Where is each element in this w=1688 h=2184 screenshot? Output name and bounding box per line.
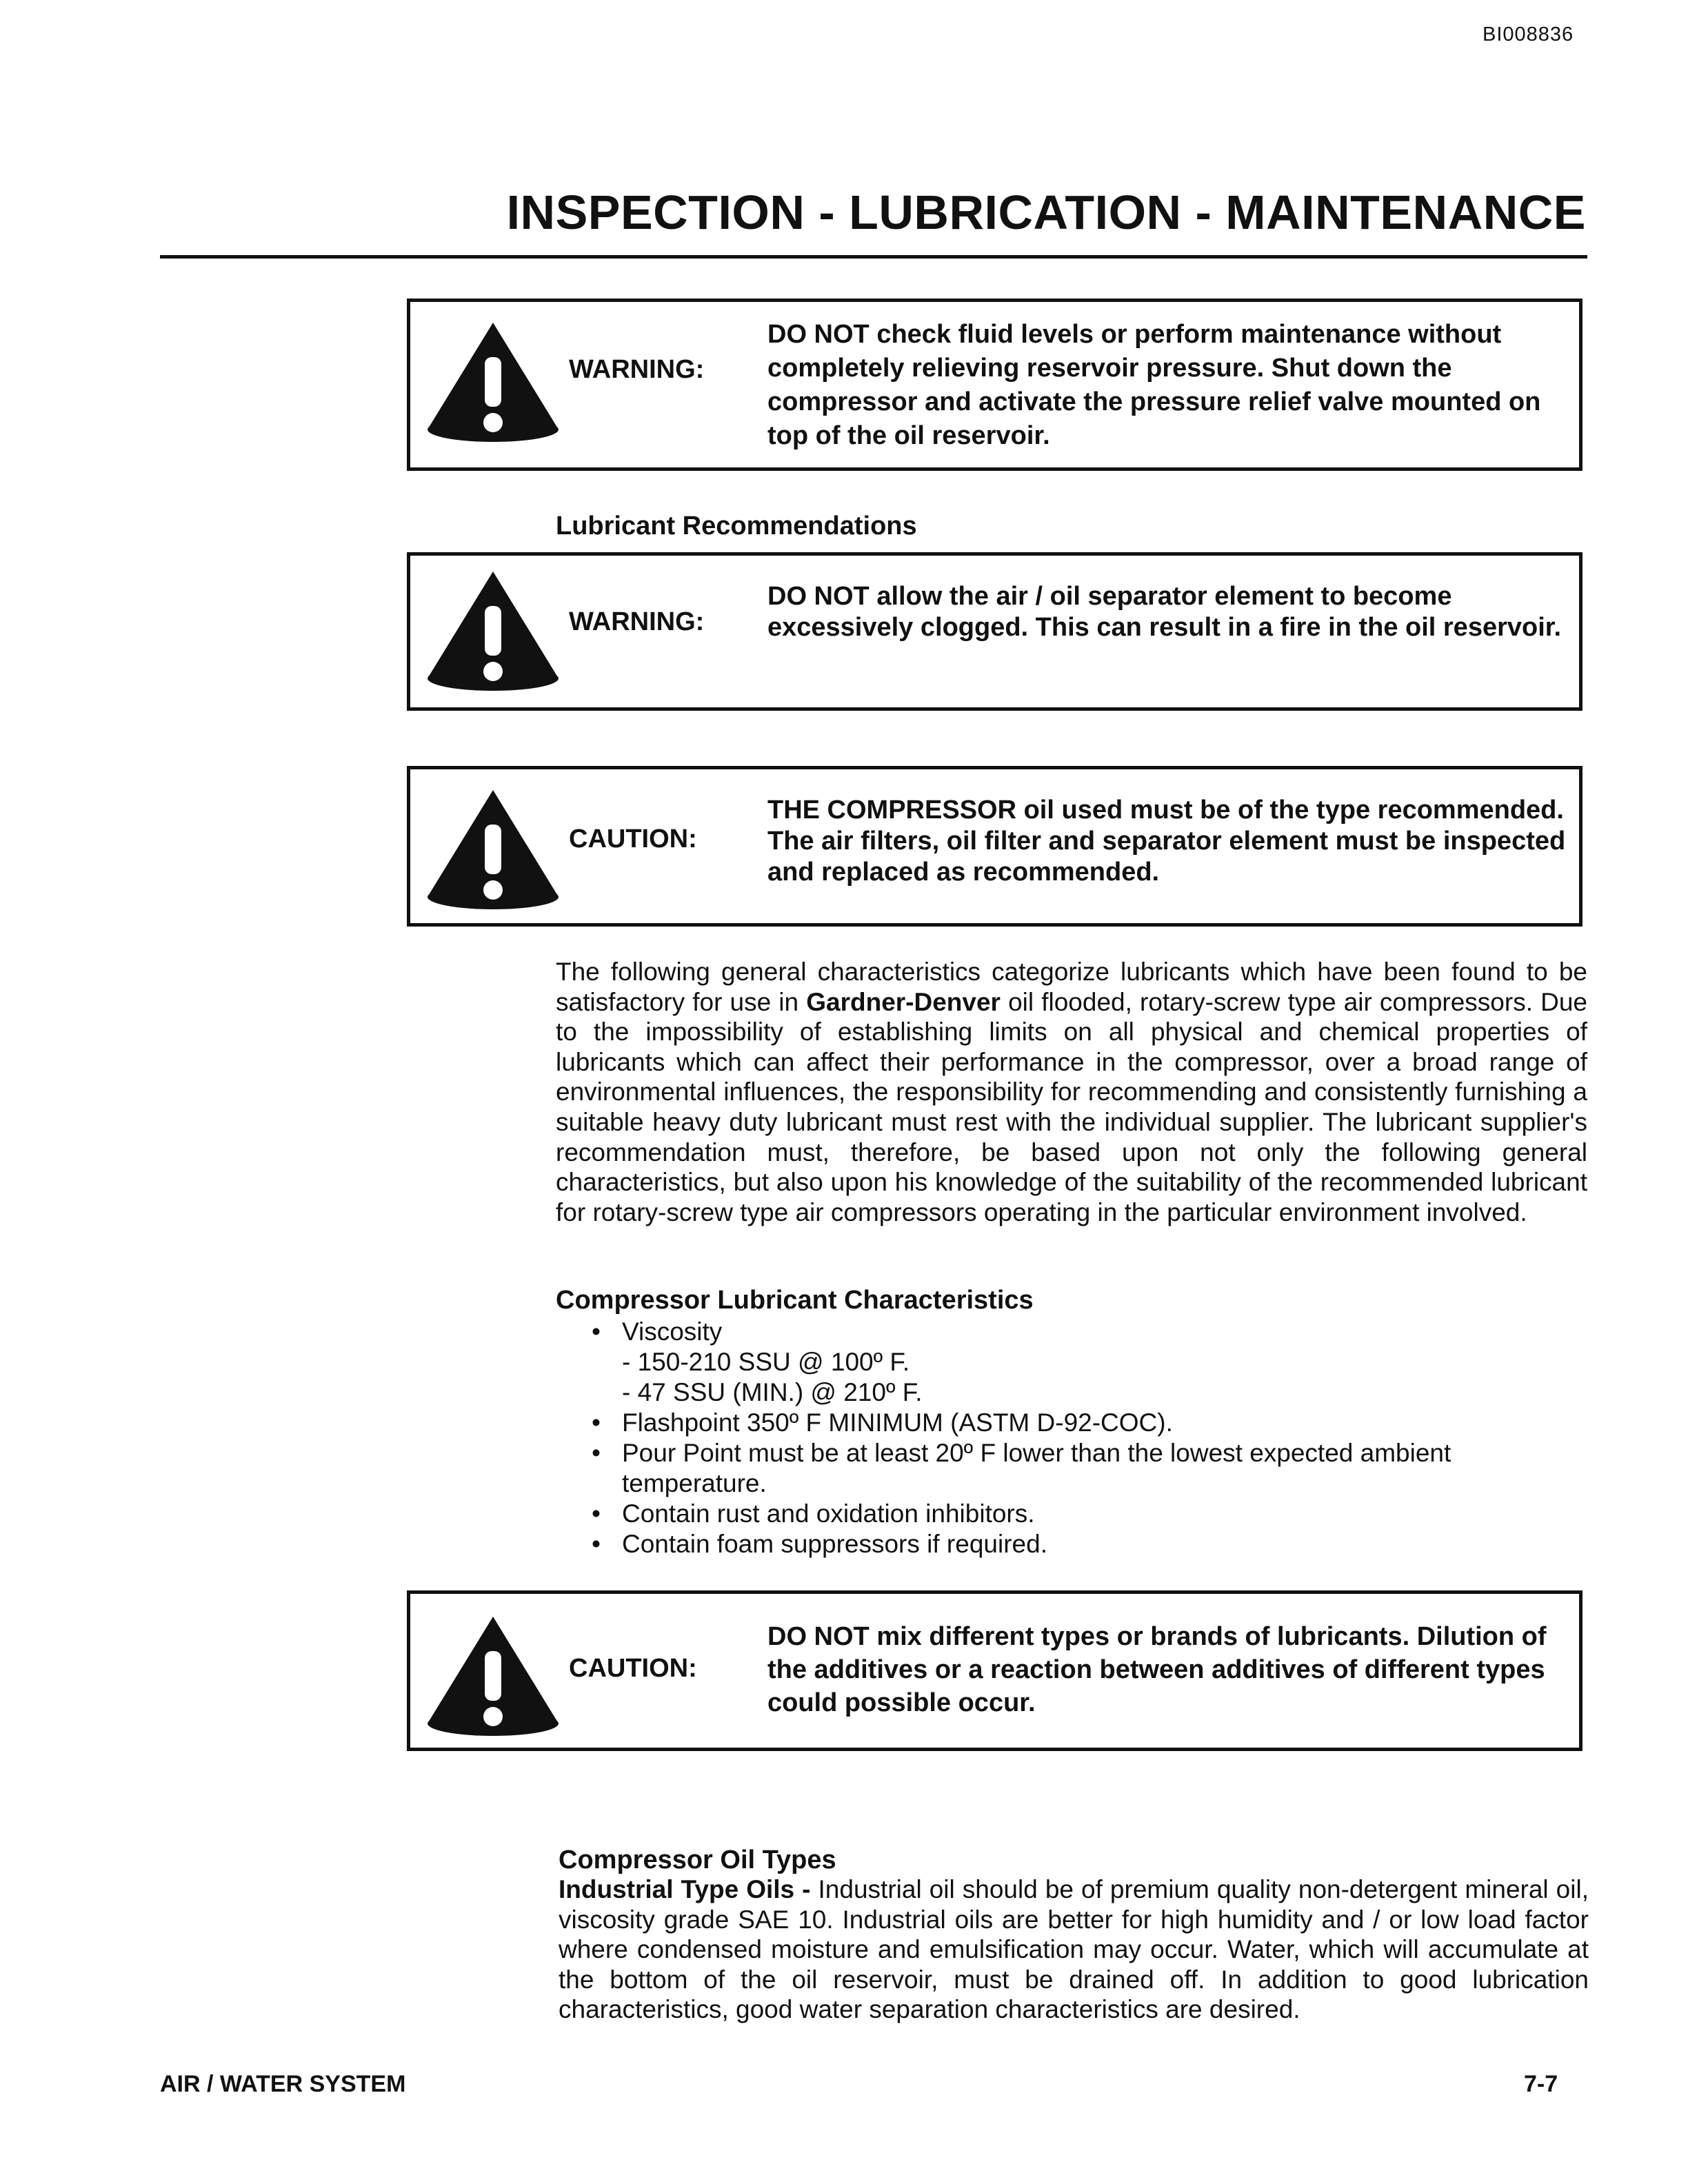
bullet-icon: • <box>592 1530 601 1558</box>
intro-paragraph <box>556 957 1587 1227</box>
caution-box-oil-type <box>407 766 1582 927</box>
notice-kind: CAUTION: <box>569 1654 697 1683</box>
bullet-icon: • <box>592 1499 601 1528</box>
brand-name: Gardner-Denver <box>806 987 1001 1016</box>
warning-triangle-icon <box>424 568 562 692</box>
list-item <box>586 1499 1593 1529</box>
title-rule <box>160 255 1587 259</box>
warning-triangle-icon <box>424 1613 562 1737</box>
notice-kind: WARNING: <box>569 355 705 384</box>
lubricant-recommendations-heading: Lubricant Recommendations <box>556 512 917 540</box>
warning-triangle-icon <box>424 787 562 911</box>
list-item <box>586 1408 1593 1438</box>
viscosity-value-100f: - 150-210 SSU @ 100º F. <box>622 1348 910 1376</box>
notice-text: THE COMPRESSOR oil used must be of the type recommended. The air filters, oil filter and separator element must be inspected and replaced as recommended. <box>767 796 1566 887</box>
intro-text-2: oil flooded, rotary-screw type air compressors. Due to the impossibility of establishing limits on all physical and chemical properties of lubricants which can affect their performance in the compressor, over a broad range of environmental influences, the responsibility for recommending and consistently furnishing a suitable heavy duty lubricant must rest with the individual supplier. The lubricant supplier's recommendation must, therefore, be based upon not only the following general characteristics, but also upon his knowledge of the suitability of the recommended lubricant for rotary-screw type air compressors operating in the particular environment involved. <box>556 987 1587 1226</box>
notice-text: DO NOT check fluid levels or perform maintenance without completely relieving reservoir pressure. Shut down the compressor and activate the pressure relief valve mounted on top of the oil reservoir. <box>767 320 1541 450</box>
bullet-icon: • <box>592 1439 601 1467</box>
page-number: 7-7 <box>1524 2071 1558 2097</box>
caution-box-mixing <box>407 1590 1582 1751</box>
industrial-oils-paragraph <box>559 1874 1589 2025</box>
lubricant-characteristics-heading: Compressor Lubricant Characteristics <box>556 1286 1034 1315</box>
bullet-icon: • <box>592 1408 601 1437</box>
oil-types-heading: Compressor Oil Types <box>559 1846 836 1874</box>
bullet-icon: • <box>592 1317 601 1346</box>
list-item <box>586 1438 1593 1499</box>
flashpoint-text: Flashpoint 350º F MINIMUM (ASTM D-92-COC). <box>622 1408 1173 1437</box>
notice-text: DO NOT mix different types or brands of lubricants. Dilution of the additives or a reaction between additives of different types could possible occur. <box>767 1622 1547 1717</box>
intro-text-1: The following general characteristics categorize lubricants which have been found to be satisfactory for use in <box>556 958 1587 1016</box>
industrial-oils-text: Industrial oil should be of premium quality non-detergent mineral oil, viscosity grade SAE 10. Industrial oils are better for high humidity and / or low load factor where condensed moisture and emulsification may occur. Water, which will accumulate at the bottom of the oil reservoir, must be drained off. In addition to good lubrication characteristics, good water separation characteristics are desired. <box>559 1875 1589 2024</box>
page-title: INSPECTION - LUBRICATION - MAINTENANCE <box>506 185 1586 239</box>
pour-point-text: Pour Point must be at least 20º F lower than the lowest expected ambient temperature. <box>622 1439 1451 1497</box>
warning-triangle-icon <box>424 319 562 443</box>
characteristics-list <box>586 1317 1593 1559</box>
industrial-oils-label: Industrial Type Oils - <box>559 1875 818 1903</box>
warning-box-pressure <box>407 299 1582 471</box>
document-id: BI008836 <box>1483 23 1574 46</box>
footer-section: AIR / WATER SYSTEM <box>160 2071 406 2097</box>
notice-text: DO NOT allow the air / oil separator element to become excessively clogged. This can result in a fire in the oil reservoir. <box>767 582 1562 642</box>
list-subitem <box>586 1347 1593 1377</box>
list-item <box>586 1529 1593 1559</box>
viscosity-value-210f: - 47 SSU (MIN.) @ 210º F. <box>622 1378 923 1406</box>
warning-box-separator <box>407 552 1582 711</box>
list-item <box>586 1317 1593 1347</box>
viscosity-label: Viscosity <box>622 1317 723 1346</box>
notice-kind: CAUTION: <box>569 825 697 853</box>
notice-kind: WARNING: <box>569 607 705 636</box>
foam-text: Contain foam suppressors if required. <box>622 1530 1047 1558</box>
list-subitem <box>586 1377 1593 1408</box>
inhibitors-text: Contain rust and oxidation inhibitors. <box>622 1499 1035 1528</box>
